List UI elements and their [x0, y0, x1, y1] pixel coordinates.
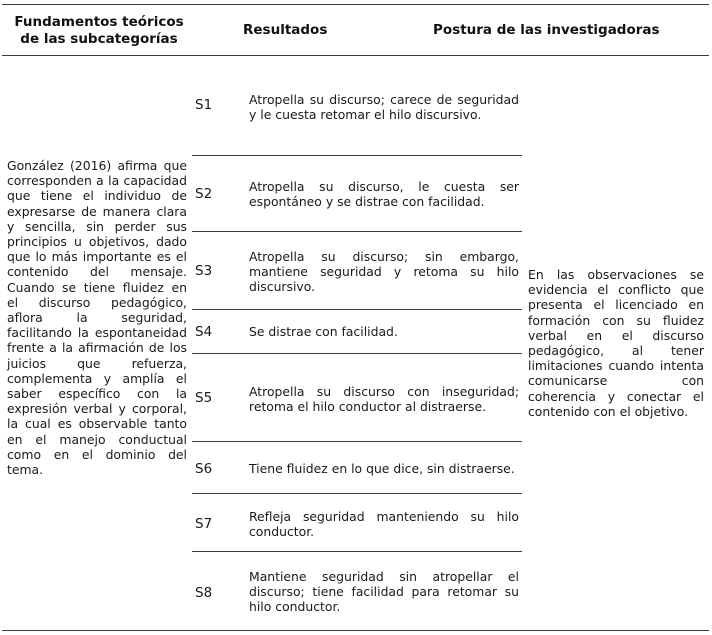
row-code: S8: [195, 585, 213, 601]
row-result: Atropella su discurso con inseguridad; retoma el hilo conductor al distraerse.: [249, 384, 519, 415]
row-code: S2: [195, 186, 213, 202]
header-theory-line-1: Fundamentos teóricos: [14, 14, 184, 30]
row-code: S6: [195, 461, 213, 477]
row-separator: [192, 441, 522, 442]
row-separator: [192, 493, 522, 494]
row-separator: [192, 155, 522, 156]
row-separator: [192, 551, 522, 552]
row-code: S3: [195, 263, 213, 279]
table-bottom-rule: [2, 630, 709, 631]
row-result: Tiene fluidez en lo que dice, sin distraerse.: [249, 461, 515, 476]
header-results: Resultados: [243, 22, 328, 38]
row-result: Atropella su discurso; sin embargo, mantiene seguridad y retoma su hilo discursivo.: [249, 249, 519, 295]
header-bottom-rule: [2, 55, 709, 56]
theory-text: González (2016) afirma que corresponden a la capacidad que tiene el individuo de expresarse de manera clara y sencilla, sin perder sus principios u objetivos, dado que lo más importante es el contenido del mensaje. Cuando se tiene fluidez en el discurso pedagógico, aflora la seguridad, facilitando la espontaneidad frente a la afirmación de los juicios que refuerza, complementa y amplía el saber específico con la expresión verbal y corporal, la cual es observable tanto en el manejo conductual como en el dominio del tema.: [7, 158, 187, 478]
row-code: S4: [195, 324, 213, 340]
row-separator: [192, 231, 522, 232]
header-theory: [8, 14, 190, 48]
row-result: Mantiene seguridad sin atropellar el discurso; tiene facilidad para retomar su hilo conductor.: [249, 569, 519, 615]
row-code: S1: [195, 97, 213, 113]
row-code: S5: [195, 390, 213, 406]
row-code: S7: [195, 516, 213, 532]
row-separator: [192, 353, 522, 354]
row-result: Refleja seguridad manteniendo su hilo conductor.: [249, 509, 519, 540]
table-top-rule: [2, 4, 709, 5]
row-result: Atropella su discurso; carece de seguridad y le cuesta retomar el hilo discursivo.: [249, 92, 519, 123]
stance-text: En las observaciones se evidencia el conflicto que presenta el licenciado en formación con su fluidez verbal en el discurso pedagógico, al tener limitaciones cuando intenta comunicarse con coherencia y conectar el contenido con el objetivo.: [528, 267, 704, 419]
header-stance: Postura de las investigadoras: [433, 22, 660, 38]
row-result: Se distrae con facilidad.: [249, 324, 398, 339]
row-separator: [192, 309, 522, 310]
row-result: Atropella su discurso, le cuesta ser espontáneo y se distrae con facilidad.: [249, 179, 519, 210]
header-theory-line-2: de las subcategorías: [20, 31, 178, 47]
